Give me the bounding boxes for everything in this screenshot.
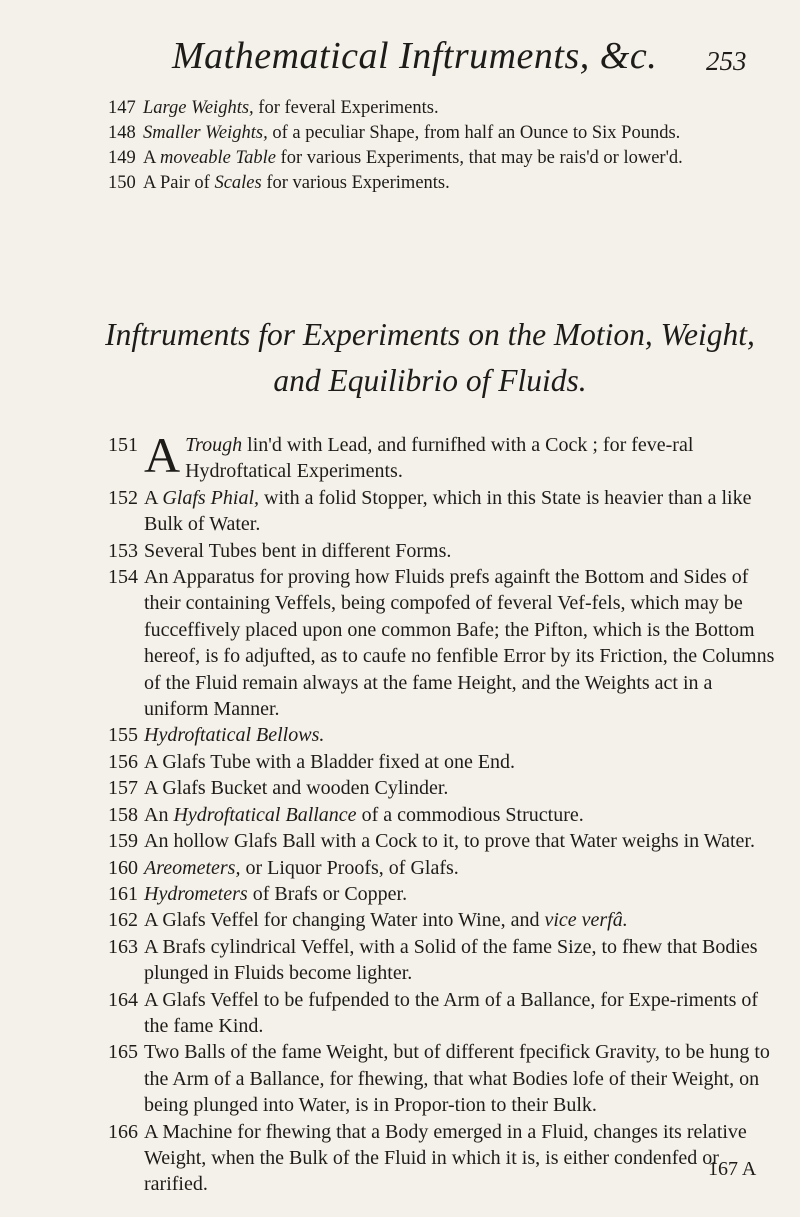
catalogue-entry — [108, 146, 758, 171]
entry-number: 158 — [108, 803, 138, 826]
entry-italic-term: vice verfâ. — [544, 909, 628, 932]
catalogue-entry — [108, 171, 758, 196]
entry-italic-term: Glafs Phial, — [162, 486, 260, 509]
entry-number: 149 — [108, 148, 136, 168]
entry-text: Two Balls of the fame Weight, but of different fpecifick Gravity, to be hung to the Arm of a Ballance, for fhewing, that what Bodies lofe of their Weight, on being plunged into Water, is in Propor-tion to their Bulk. — [144, 1041, 770, 1117]
catalogue-entry — [108, 722, 778, 748]
entry-number: 154 — [108, 566, 138, 589]
entry-number: 152 — [108, 486, 138, 509]
entry-number: 159 — [108, 830, 138, 853]
section-heading-line-1: Inftruments for Experiments on the Motion, Weight, — [105, 317, 755, 352]
entry-number: 151 — [108, 434, 138, 456]
catalogue-entry — [108, 907, 778, 933]
catalogue-entry — [108, 987, 778, 1040]
entry-text: An hollow Glafs Ball with a Cock to it, to prove that Water weighs in Water. — [144, 830, 755, 853]
page-header — [0, 34, 800, 84]
entry-text: for feveral Experiments. — [253, 98, 439, 118]
page-number: 253 — [706, 46, 747, 76]
entry-italic-term: moveable Table — [159, 148, 276, 168]
entry-number: 147 — [108, 98, 136, 118]
catalogue-entry — [108, 881, 778, 907]
catchword: 167 A — [708, 1158, 757, 1180]
entry-prefix: A Pair of — [143, 173, 215, 193]
entry-number: 162 — [108, 909, 138, 932]
catalogue-entry — [108, 1039, 778, 1118]
entry-number: 148 — [108, 123, 136, 143]
catalogue-entry — [108, 96, 758, 121]
entry-number: 156 — [108, 750, 138, 773]
entry-text: A Glafs Veffel to be fufpended to the Arm of a Ballance, for Expe-riments of the fame Kind. — [144, 988, 759, 1037]
entry-text: or Liquor Proofs, of Glafs. — [240, 856, 459, 879]
catalogue-entry — [108, 485, 778, 538]
catalogue-entry — [108, 538, 778, 564]
entry-prefix: A — [143, 148, 160, 168]
entry-number: 166 — [108, 1120, 138, 1143]
entry-prefix: A Glafs Veffel for changing Water into Wine, and — [144, 909, 545, 932]
entry-italic-term: Scales — [214, 173, 262, 193]
catalogue-entry — [108, 121, 758, 146]
entry-text: of a commodious Structure. — [356, 803, 584, 826]
entry-prefix: An — [144, 803, 174, 826]
entry-text: A Glafs Bucket and wooden Cylinder. — [144, 777, 449, 800]
section-heading — [90, 312, 770, 404]
catalogue-entry — [108, 775, 778, 801]
catalogue-entry — [108, 934, 778, 987]
entry-number: 161 — [108, 882, 138, 905]
entry-list-scales — [108, 96, 758, 196]
entry-number: 165 — [108, 1041, 138, 1064]
catalogue-entry — [108, 828, 778, 854]
entry-number: 163 — [108, 935, 138, 958]
catalogue-entry — [108, 1119, 778, 1198]
catalogue-entry — [108, 802, 778, 828]
entry-text: with a folid Stopper, which in this State is heavier than a like Bulk of Water. — [144, 486, 752, 536]
entry-italic-term: Large Weights, — [143, 98, 254, 118]
section-heading-line-2: and Equilibrio of Fluids. — [273, 363, 587, 398]
entry-text: of a peculiar Shape, from half an Ounce to Six Pounds. — [267, 123, 681, 143]
catalogue-entry — [108, 564, 778, 722]
entry-italic-term: Trough — [185, 434, 243, 456]
entry-number: 164 — [108, 988, 138, 1011]
entry-text: of Brafs or Copper. — [247, 882, 408, 905]
entry-italic-term: Smaller Weights, — [143, 123, 268, 143]
entry-italic-term: Hydrometers — [144, 882, 248, 905]
entry-text: A Machine for fhewing that a Body emerged in a Fluid, changes its relative Weight, when the Bulk of the Fluid in which it is, is either condenfed or rarified. — [144, 1120, 747, 1196]
entry-italic-term: Areometers, — [144, 856, 241, 879]
entry-number: 153 — [108, 539, 138, 562]
entry-text: Several Tubes bent in different Forms. — [144, 539, 452, 562]
catalogue-entry — [108, 427, 778, 485]
entry-italic-term: Hydroftatical Ballance — [173, 803, 357, 826]
catalogue-entry — [108, 749, 778, 775]
entry-italic-term: Hydroftatical Bellows. — [144, 724, 325, 747]
drop-cap: A — [144, 427, 181, 483]
entry-text: for various Experiments. — [261, 173, 450, 193]
entry-list-fluids — [108, 427, 778, 1198]
entry-prefix: A — [144, 486, 163, 509]
entry-text: A Brafs cylindrical Veffel, with a Solid of the fame Size, to fhew that Bodies plunged in Fluids become lighter. — [144, 935, 758, 985]
entry-text: for various Experiments, that may be rais'd or lower'd. — [275, 148, 683, 168]
entry-number: 155 — [108, 724, 138, 747]
entry-text: A Glafs Tube with a Bladder fixed at one End. — [144, 750, 516, 773]
entry-text: lin'd with Lead, and furnifhed with a Cock ; for feve-ral Hydroftatical Experiments. — [185, 434, 694, 483]
entry-number: 157 — [108, 777, 138, 800]
catalogue-entry — [108, 855, 778, 881]
running-title: Mathematical Inftruments, &c. — [172, 35, 658, 77]
entry-number: 150 — [108, 173, 136, 193]
entry-text: An Apparatus for proving how Fluids prefs againft the Bottom and Sides of their containing Veffels, being compofed of feveral Vef-fels, which may be fucceffively placed upon one common Bafe; the Pifton, which is the Bottom hereof, is fo adjufted, as to caufe no fenfible Error by its Friction, the Columns of the Fluid remain always at the fame Height, and the Weights act in a uniform Manner. — [144, 566, 775, 721]
entry-number: 160 — [108, 856, 138, 879]
